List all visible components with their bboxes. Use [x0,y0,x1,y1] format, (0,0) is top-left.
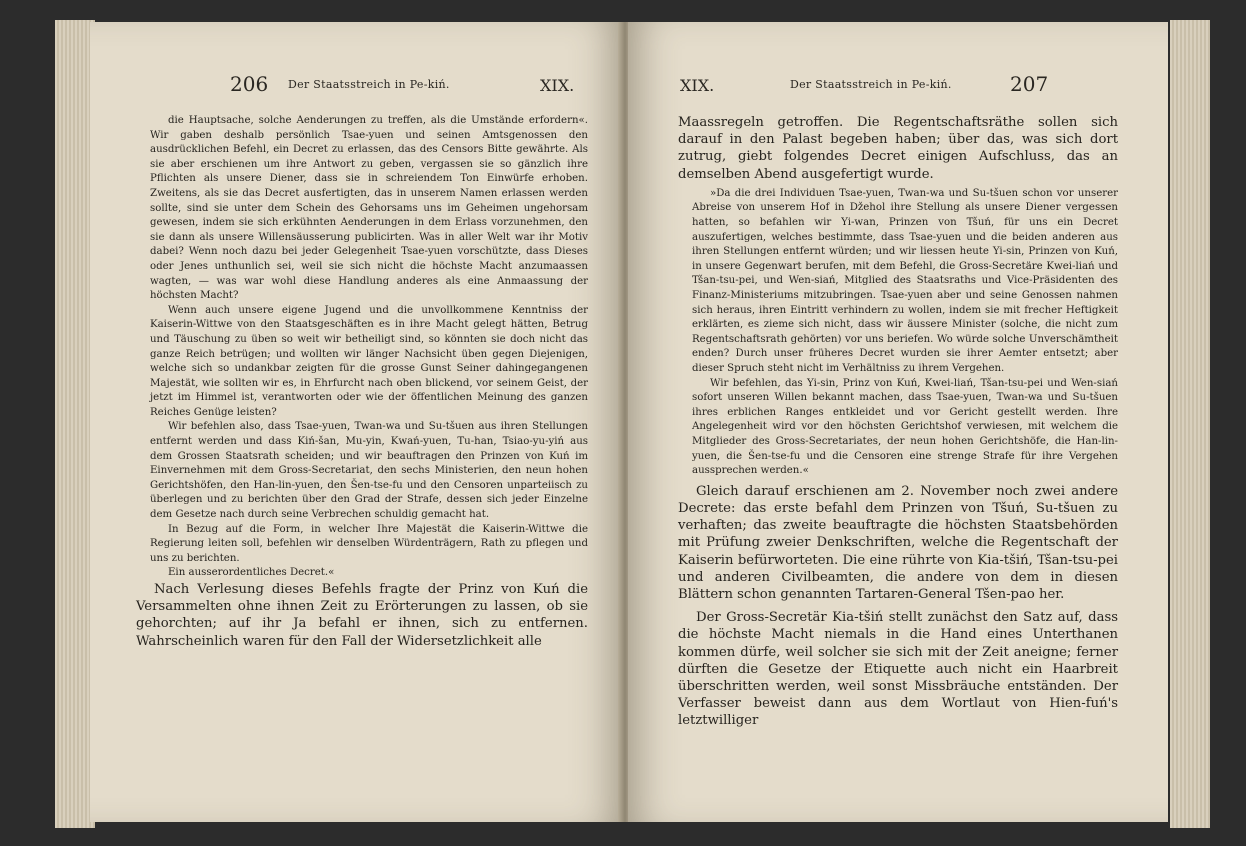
left-section-number: XIX. [540,76,575,95]
left-paragraph-6: Nach Verlesung dieses Befehls fragte der Prinz von Kuń die Versammelten ohne ihnen Zeit zu Erörterungen zu lassen, ob sie gehorchten; auf ihr Ja befahl er ihnen, sich zu entfernen. Wahrscheinlich waren für den Fall der Widersetzlichkeit alle [136,582,588,649]
right-page-text [678,114,1118,730]
left-page-number: 206 [230,72,269,96]
right-section-number: XIX. [680,76,715,95]
left-paragraph-1: die Hauptsache, solche Aenderungen zu treffen, als die Umstände erfordern«. Wir gaben deshalb persönlich Tsae-yuen und seinen Amtsgenossen den ausdrücklichen Befehl, ein Decret zu erlassen, das des Censors Bitte gewährte. Als sie aber erschienen um ihre Antwort zu geben, vergassen sie so gänzlich ihre Pflichten als unsere Diener, dass sie in schreiendem Ton Einwürfe erhoben. Zweitens, als sie das Decret ausfertigten, das in unserem Namen erlassen werden sollte, sind sie unter dem Schein des Gehorsams uns im Geheimen ungehorsam gewesen, indem sie sich erkühnten Aenderungen in dem Erlass vorzunehmen, den sie dann als unsere Willensäusserung publicirten. Was in aller Welt war ihr Motiv dabei? Wenn noch dazu bei jeder Gelegenheit Tsae-yuen vorschützte, dass Dieses oder Jenes unthunlich sei, weil sie sich nicht die höchste Macht anzumaassen wagten, — was war wohl diese Handlung anderes als eine Anmaassung der höchsten Macht? [150,115,588,302]
right-running-head: Der Staatsstreich in Pe-kiń. [790,78,952,91]
right-page-edges [1170,20,1210,828]
right-paragraph-2: »Da die drei Individuen Tsae-yuen, Twan-wa und Su-tšuen schon vor unserer Abreise von unserem Hof in Džehol ihre Stellung als unsere Diener vergessen hatten, so befahlen wir Yi-wan, Prinzen von Tšuń, für uns ein Decret auszufertigen, welches bestimmte, dass Tsae-yuen und die beiden anderen aus ihren Stellungen entfernt würden; und wir liessen heute Yi-sin, Prinzen von Kuń, in unsere Gegenwart berufen, mit dem Befehl, die Gross-Secretäre Kwei-liań und Tšan-tsu-pei, und Wen-siań, Mitglied des Staatsraths und Vice-Präsidenten des Finanz-Ministeriums mitzubringen. Tsae-yuen aber und seine Genossen nahmen sich heraus, ihren Eintritt verhindern zu wollen, indem sie mit frecher Heftigkeit erklärten, es zieme sich nicht, dass wir äussere Minister (solche, die nicht zum Regentschaftsrath gehörten) vor uns beriefen. Wo würde solche Unverschämtheit enden? Durch unser früheres Decret wurden sie ihrer Aemter entsetzt; aber dieser Spruch steht nicht im Verhältniss zu ihrem Vergehen. [692,187,1118,374]
left-running-head: Der Staatsstreich in Pe-kiń. [288,78,450,91]
right-page-number: 207 [1010,72,1049,96]
right-paragraph-1: Maassregeln getroffen. Die Regentschaftsräthe sollen sich darauf in den Palast begeben haben; über das, was sich dort zutrug, giebt folgendes Decret einigen Aufschluss, das an demselben Abend ausgefertigt wurde. [678,115,1118,182]
left-page-edges [55,20,95,828]
left-paragraph-2: Wenn auch unsere eigene Jugend und die unvollkommene Kenntniss der Kaiserin-Wittwe von den Staatsgeschäften es in ihre Macht gelegt hätten, Betrug und Täuschung zu üben so weit wir betheiligt sind, so könnten sie doch nicht das ganze Reich betrügen; und wollten wir länger Nachsicht üben gegen Diejenigen, welche sich so undankbar zeigten für die grosse Gunst Seiner dahingegangenen Majestät, wie sollten wir es, in Ehrfurcht nach oben blickend, vor seinem Geist, der jetzt im Himmel ist, verantworten oder wie der öffentlichen Meinung des ganzen Reiches Genüge leisten? [150,304,588,418]
left-paragraph-5: Ein ausserordentliches Decret.« [168,567,335,579]
right-paragraph-3: Wir befehlen, das Yi-sin, Prinz von Kuń, Kwei-liań, Tšan-tsu-pei und Wen-siań sofort unseren Willen bekannt machen, dass Tsae-yuen, Twan-wa und Su-tšuen ihres erblichen Ranges entkleidet und vor Gericht gestellt werden. Ihre Angelegenheit wird vor den höchsten Gerichtshof verwiesen, mit welchem die Mitglieder des Gross-Secretariates, der neun hohen Gerichtshöfe, die Han-lin-yuen, die Šen-tse-fu und die Censoren eine strenge Strafe für ihre Vergehen aussprechen werden.« [692,377,1118,477]
left-page-text [136,114,588,650]
left-paragraph-3: Wir befehlen also, dass Tsae-yuen, Twan-wa und Su-tšuen aus ihren Stellungen entfernt werden und dass Kiń-šan, Mu-yin, Kwań-yuen, Tu-han, Tsiao-yu-yiń aus dem Grossen Staatsrath scheiden; und wir beauftragen den Prinzen von Kuń im Einvernehmen mit dem Gross-Secretariat, den sechs Ministerien, den neun hohen Gerichtshöfen, den Han-lin-yuen, den Šen-tse-fu und den Censoren unparteiisch zu überlegen und zu berichten über den Grad der Strafe, dessen sich jeder Einzelne dem Gesetze nach durch seine Verbrechen schuldig gemacht hat. [150,421,588,521]
left-paragraph-4: In Bezug auf die Form, in welcher Ihre Majestät die Kaiserin-Wittwe die Regierung leiten soll, befehlen wir denselben Würdenträgern, Rath zu pflegen und uns zu berichten. [150,523,588,564]
right-paragraph-4: Gleich darauf erschienen am 2. November noch zwei andere Decrete: das erste befahl dem Prinzen von Tšuń, Su-tšuen zu verhaften; das zweite beauftragte die höchsten Staatsbehörden mit Prüfung zweier Denkschriften, welche die Regentschaft der Kaiserin befürworteten. Die eine rührte von Kia-tšiń, Tšan-tsu-pei und anderen Civilbeamten, die andere von dem in diesen Blättern schon genannten Tartaren-General Tšen-pao her. [678,483,1118,602]
right-paragraph-5: Der Gross-Secretär Kia-tšiń stellt zunächst den Satz auf, dass die höchste Macht niemals in die Hand eines Unterthanen kommen dürfe, weil solcher sie sich mit der Zeit aneigne; ferner dürften die Gesetze der Etiquette auch nicht ein Haarbreit überschritten werden, weil sonst Missbräuche entständen. Der Verfasser beweist dann aus dem Wortlaut von Hien-fuń's letztwilliger [678,610,1118,729]
